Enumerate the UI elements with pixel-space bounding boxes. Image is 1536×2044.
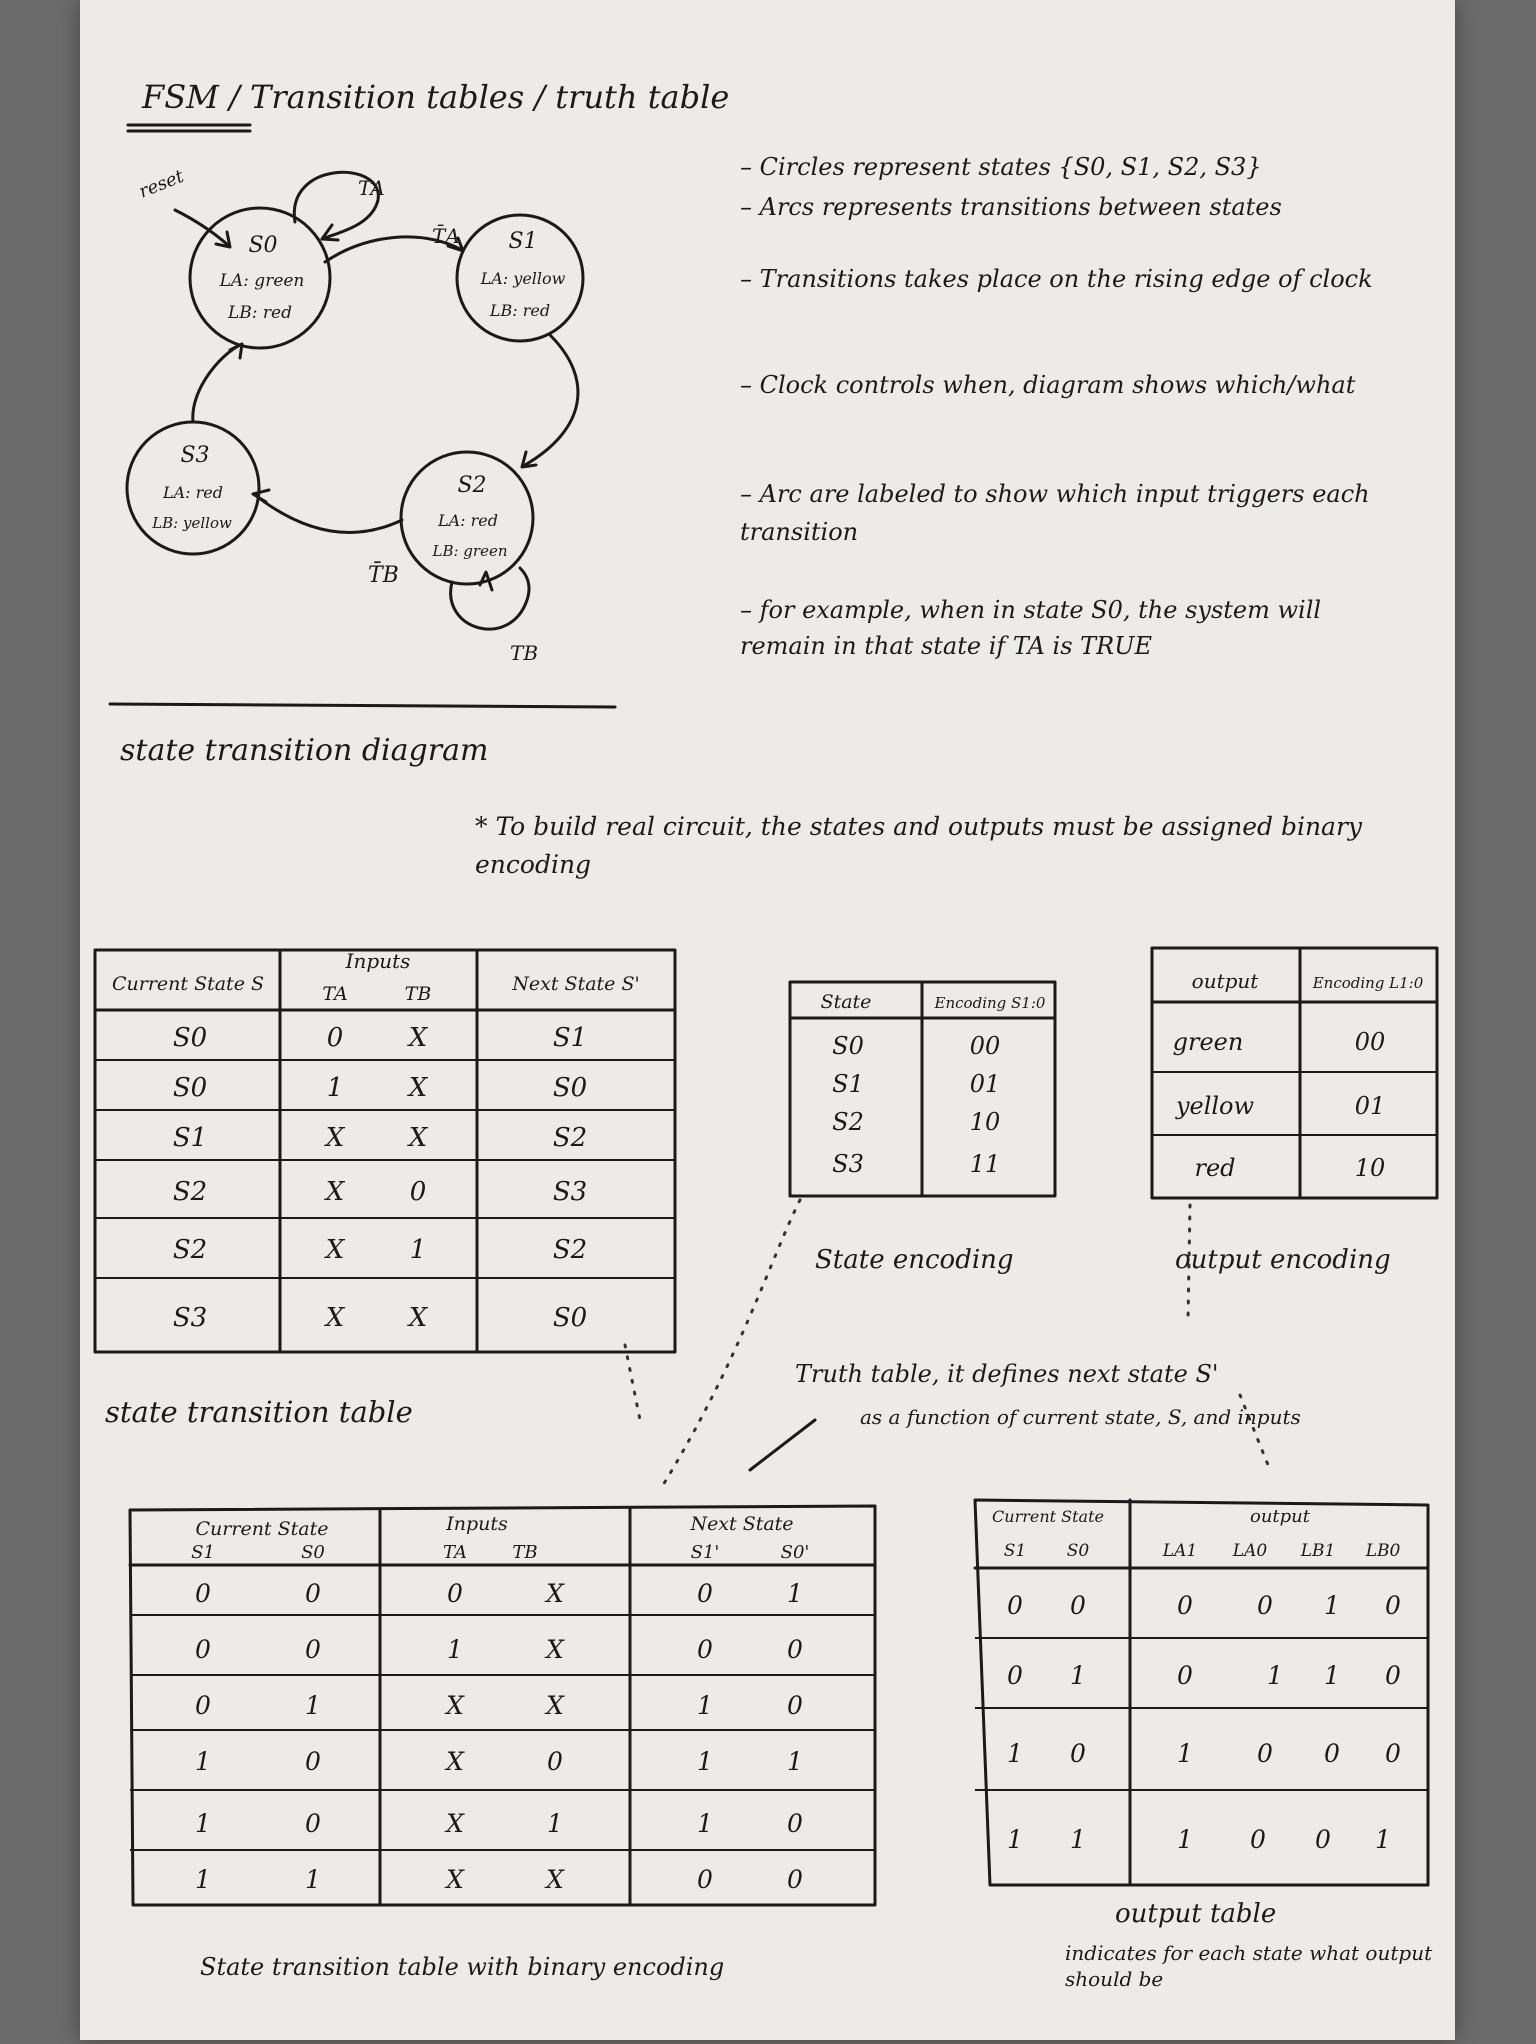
state-s1-la: LA: yellow [480, 269, 566, 288]
bt-r5-ta: X [446, 1809, 464, 1838]
stt-r5-tb: 1 [409, 1235, 427, 1265]
state-s0-name: S0 [248, 233, 278, 258]
stt-r6-state: S3 [172, 1303, 208, 1333]
stt-r2-tb: X [408, 1073, 428, 1103]
ot-r3-lb0: 0 [1385, 1739, 1401, 1768]
state-s0-la: LA: green [219, 271, 305, 291]
ot-r3-la1: 1 [1177, 1739, 1193, 1768]
ot-r2-la1: 0 [1177, 1661, 1193, 1690]
stt-header-current: Current State S [111, 973, 265, 995]
bt-r4-s0: 0 [305, 1747, 321, 1776]
stt-r5-next: S2 [552, 1235, 588, 1265]
enc-r1-state: S0 [832, 1032, 864, 1060]
stt-r4-next: S3 [552, 1177, 588, 1207]
bt-r3-tb: X [546, 1691, 564, 1720]
state-s1-name: S1 [508, 229, 538, 254]
ot-r3-lb1: 0 [1324, 1739, 1340, 1768]
state-s3-la: LA: red [162, 483, 224, 502]
stt-r6-next: S0 [552, 1303, 588, 1333]
bt-r3-n0: 0 [787, 1691, 803, 1720]
out-enc-r1-code: 00 [1354, 1028, 1386, 1056]
arc-s0-s1-label: T̄A [432, 224, 460, 248]
stt-caption: state transition table [105, 1395, 413, 1429]
state-encoding-caption: State encoding [815, 1245, 1014, 1275]
stt-r2-ta: 1 [326, 1073, 344, 1103]
bt-r2-n1: 0 [697, 1635, 713, 1664]
state-encoding-table [790, 982, 1055, 1196]
stt-r3-state: S1 [172, 1123, 208, 1153]
bt-r1-n0: 1 [787, 1579, 803, 1608]
state-s2-la: LA: red [437, 511, 499, 530]
bt-r1-n1: 0 [697, 1579, 713, 1608]
bt-r2-tb: X [546, 1635, 564, 1664]
ot-r4-lb1: 0 [1315, 1825, 1331, 1854]
stt-r2-next: S0 [552, 1073, 588, 1103]
bt-r5-s0: 0 [305, 1809, 321, 1838]
note-4: – Clock controls when, diagram shows which/what [740, 371, 1356, 399]
stt-r3-next: S2 [552, 1123, 588, 1153]
note-3: – Transitions takes place on the rising edge of clock [740, 265, 1373, 293]
stt-r3-tb: X [408, 1123, 428, 1153]
arc-s1-s2 [525, 335, 578, 465]
enc-header-encoding: Encoding S1:0 [934, 994, 1046, 1012]
truth-note-line2: as a function of current state, S, and inputs [860, 1405, 1301, 1429]
ot-r3-s1: 1 [1007, 1739, 1023, 1768]
binary-transition-table [130, 1506, 875, 1905]
bt-header-current: Current State [195, 1518, 329, 1540]
ot-r1-la0: 0 [1257, 1591, 1273, 1620]
note-5: – Arc are labeled to show which input triggers each transition [740, 480, 1370, 546]
bt-header-tb: TB [512, 1542, 538, 1563]
ot-r1-lb1: 1 [1324, 1591, 1340, 1620]
build-note: * To build real circuit, the states and outputs must be assigned binary encoding [475, 812, 1363, 879]
bt-r6-s0: 1 [305, 1865, 321, 1894]
note-2: – Arcs represents transitions between states [740, 193, 1282, 221]
ot-header-s1: S1 [1003, 1541, 1027, 1561]
enc-header-state: State [820, 991, 872, 1013]
ot-r4-lb0: 1 [1375, 1825, 1391, 1854]
out-enc-r2-output: yellow [1175, 1092, 1255, 1120]
ot-r4-s0: 1 [1070, 1825, 1086, 1854]
ot-r4-la0: 0 [1250, 1825, 1266, 1854]
enc-r2-state: S1 [832, 1070, 864, 1098]
enc-r2-code: 01 [969, 1070, 1001, 1098]
ot-r1-lb0: 0 [1385, 1591, 1401, 1620]
bt-r1-ta: 0 [447, 1579, 463, 1608]
s0-loop-label: TA [358, 176, 385, 200]
ot-r2-lb0: 0 [1385, 1661, 1401, 1690]
out-enc-header-output: output [1191, 969, 1259, 993]
stt-r1-ta: 0 [326, 1023, 344, 1053]
stt-r4-tb: 0 [409, 1177, 427, 1207]
stt-r4-state: S2 [172, 1177, 208, 1207]
bt-header-n1: S1' [690, 1542, 720, 1563]
out-enc-r2-code: 01 [1354, 1092, 1386, 1120]
bt-r3-s1: 0 [195, 1691, 211, 1720]
bt-r3-s0: 1 [305, 1691, 321, 1720]
ot-header-lb0: LB0 [1365, 1541, 1401, 1561]
ot-r3-la0: 0 [1257, 1739, 1273, 1768]
bt-r3-n1: 1 [697, 1691, 713, 1720]
stt-header-inputs: Inputs [345, 949, 411, 973]
ot-header-output: output [1249, 1506, 1311, 1527]
ot-header-s0: S0 [1066, 1541, 1090, 1561]
bt-r5-tb: 1 [547, 1809, 563, 1838]
bt-r6-ta: X [446, 1865, 464, 1894]
ot-r4-la1: 1 [1177, 1825, 1193, 1854]
state-s0-lb: LB: red [228, 303, 292, 323]
state-s3-name: S3 [180, 443, 210, 468]
bt-r6-n0: 0 [787, 1865, 803, 1894]
state-s2-lb: LB: green [432, 542, 508, 560]
note-6: – for example, when in state S0, the system will remain in that state if TA is TRUE [740, 596, 1322, 660]
stt-r5-state: S2 [172, 1235, 208, 1265]
arc-s2-s3 [255, 495, 402, 532]
state-s3-lb: LB: yellow [152, 514, 232, 532]
output-table-caption: output table [1115, 1899, 1277, 1929]
diagram-caption: state transition diagram [120, 733, 489, 768]
bt-r6-n1: 0 [697, 1865, 713, 1894]
arc-s3-s0 [193, 345, 240, 422]
stt-r6-ta: X [325, 1303, 345, 1333]
out-enc-header-encoding: Encoding L1:0 [1312, 974, 1424, 992]
state-transition-table [95, 949, 675, 1352]
stt-r6-tb: X [408, 1303, 428, 1333]
paper-sheet [80, 0, 1455, 2040]
stt-header-next: Next State S' [512, 973, 640, 995]
truth-note-pointer [750, 1420, 815, 1470]
output-encoding-caption: output encoding [1175, 1245, 1391, 1275]
ot-r1-la1: 0 [1177, 1591, 1193, 1620]
bt-r1-s0: 0 [305, 1579, 321, 1608]
bt-header-inputs: Inputs [446, 1513, 508, 1535]
bt-r4-n1: 1 [697, 1747, 713, 1776]
page-title: FSM / Transition tables / truth table [142, 78, 730, 116]
ot-r1-s1: 0 [1007, 1591, 1023, 1620]
bt-r1-tb: X [546, 1579, 564, 1608]
ot-r1-s0: 0 [1070, 1591, 1086, 1620]
state-transition-diagram [127, 166, 583, 665]
bt-r2-s1: 0 [195, 1635, 211, 1664]
stt-header-tb: TB [404, 983, 432, 1005]
bt-r2-n0: 0 [787, 1635, 803, 1664]
bt-r6-tb: X [546, 1865, 564, 1894]
diagram-divider [110, 704, 615, 707]
output-table-note: indicates for each state what output should be [1065, 1941, 1433, 1991]
ot-r3-s0: 0 [1070, 1739, 1086, 1768]
bt-r5-n0: 0 [787, 1809, 803, 1838]
bt-r6-s1: 1 [195, 1865, 211, 1894]
stt-r4-ta: X [325, 1177, 345, 1207]
bt-r5-s1: 1 [195, 1809, 211, 1838]
stt-r1-state: S0 [172, 1023, 208, 1053]
enc-r4-state: S3 [832, 1150, 864, 1178]
ot-header-current: Current State [992, 1507, 1104, 1526]
enc-r3-code: 10 [969, 1108, 1001, 1136]
binary-table-caption: State transition table with binary encoding [200, 1953, 725, 1981]
note-1: – Circles represent states {S0, S1, S2, S3} [740, 153, 1262, 181]
bt-r4-tb: 0 [547, 1747, 563, 1776]
bt-header-n0: S0' [780, 1542, 810, 1563]
stt-r2-state: S0 [172, 1073, 208, 1103]
bt-header-s0: S0 [301, 1542, 325, 1563]
ot-header-la1: LA1 [1162, 1541, 1198, 1561]
bt-r5-n1: 1 [697, 1809, 713, 1838]
bt-r3-ta: X [446, 1691, 464, 1720]
dotted-connector-table [625, 1345, 640, 1420]
s2-self-loop [451, 568, 529, 629]
ot-r4-s1: 1 [1007, 1825, 1023, 1854]
bt-header-ta: TA [442, 1542, 468, 1563]
out-enc-r3-output: red [1194, 1154, 1236, 1182]
reset-label: reset [136, 165, 187, 203]
enc-r4-code: 11 [969, 1150, 1001, 1178]
bt-header-next: Next State [690, 1513, 794, 1535]
enc-r3-state: S2 [832, 1108, 864, 1136]
bt-r2-s0: 0 [305, 1635, 321, 1664]
out-enc-r1-output: green [1172, 1028, 1244, 1056]
stt-r1-next: S1 [552, 1023, 588, 1053]
truth-note-line1: Truth table, it defines next state S' [795, 1360, 1219, 1388]
bt-r4-ta: X [446, 1747, 464, 1776]
arc-s2-s3-label: T̄B [368, 563, 399, 588]
notebook-page [80, 0, 1455, 2040]
ot-r2-s0: 1 [1070, 1661, 1086, 1690]
bt-r4-n0: 1 [787, 1747, 803, 1776]
notes-list [740, 153, 1400, 702]
ot-header-la0: LA0 [1232, 1541, 1268, 1561]
stt-r1-tb: X [408, 1023, 428, 1053]
output-table [975, 1500, 1428, 1885]
output-encoding-table [1152, 948, 1437, 1198]
ot-r2-lb1: 1 [1324, 1661, 1340, 1690]
s2-loop-label: TB [510, 641, 539, 665]
stt-r3-ta: X [325, 1123, 345, 1153]
ot-header-lb1: LB1 [1300, 1541, 1336, 1561]
bt-header-s1: S1 [191, 1542, 215, 1563]
enc-r1-code: 00 [969, 1032, 1001, 1060]
state-s1-lb: LB: red [489, 301, 551, 320]
ot-r2-s1: 0 [1007, 1661, 1023, 1690]
stt-r5-ta: X [325, 1235, 345, 1265]
out-enc-r3-code: 10 [1354, 1154, 1386, 1182]
ot-r2-la0: 1 [1267, 1661, 1283, 1690]
bt-r2-ta: 1 [447, 1635, 463, 1664]
state-s2-name: S2 [457, 473, 487, 498]
stt-header-ta: TA [322, 983, 348, 1005]
bt-r4-s1: 1 [195, 1747, 211, 1776]
bt-r1-s1: 0 [195, 1579, 211, 1608]
